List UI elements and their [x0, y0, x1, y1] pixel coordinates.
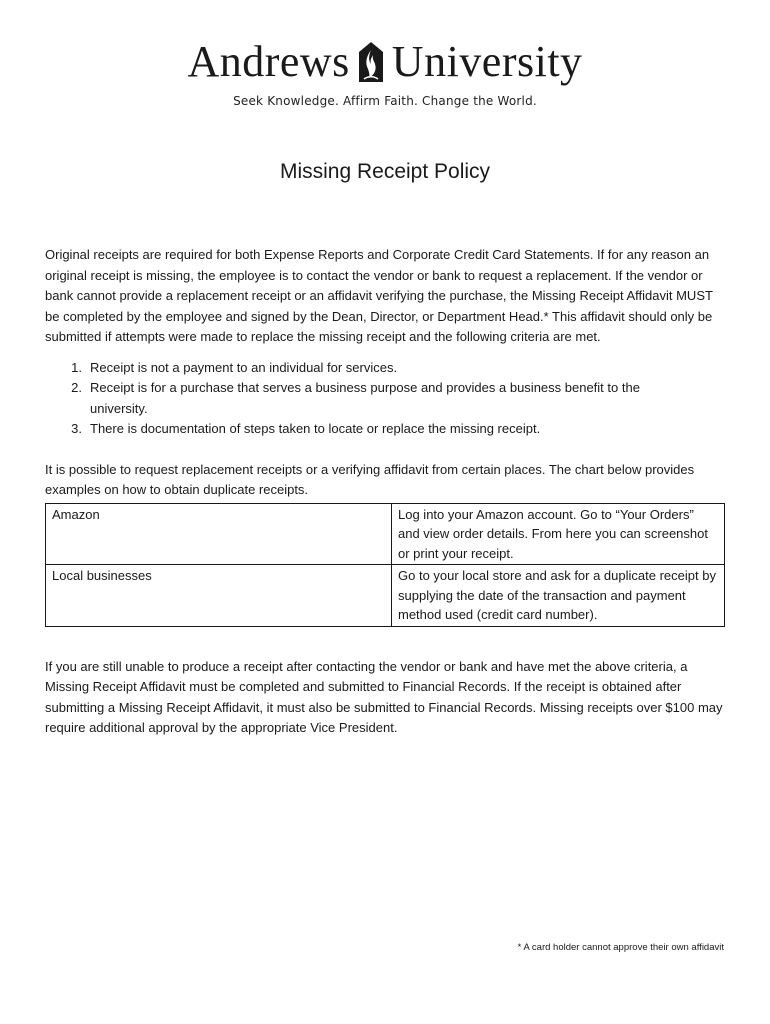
- closing-paragraph: If you are still unable to produce a receipt after contacting the vendor or bank and have met the above criteria, a Missing Receipt Affidavit must be completed and submitted to Financial Records. If the receipt is obtained after submitting a Missing Receipt Affidavit, it must also be submitted to Financial Records. Missing receipts over $100 may require additional approval by the appropriate Vice President.: [45, 658, 723, 735]
- list-item-number: 2.: [71, 380, 82, 395]
- tagline: Seek Knowledge. Affirm Faith. Change the World.: [233, 94, 537, 108]
- footnote: * A card holder cannot approve their own affidavit: [517, 942, 724, 953]
- list-item-number: 1.: [71, 359, 82, 375]
- table-cell-instructions: Log into your Amazon account. Go to “Your Orders” and view order details. From here you can screenshot or print your receipt.: [392, 503, 725, 565]
- policy-body: [45, 245, 725, 739]
- duplicate-receipt-table: [45, 503, 725, 627]
- chart-intro-paragraph: It is possible to request replacement receipts or a verifying affidavit from certain places. The chart below provides examples on how to obtain duplicate receipts.: [45, 461, 695, 497]
- list-item: [45, 419, 725, 440]
- list-item: [45, 378, 725, 419]
- criteria-list: [45, 358, 725, 440]
- table-cell-source: Amazon: [46, 503, 392, 565]
- logo-word-right: University: [391, 37, 583, 86]
- flame-emblem-icon: [356, 41, 386, 83]
- list-item: [45, 358, 725, 379]
- list-item-text: Receipt is not a payment to an individual for services.: [90, 359, 398, 375]
- table-cell-source: Local businesses: [46, 565, 392, 627]
- page-title: Missing Receipt Policy: [279, 160, 491, 183]
- logo-word-left: Andrews: [187, 37, 350, 86]
- intro-paragraph: Original receipts are required for both Expense Reports and Corporate Credit Card Statements. If for any reason an original receipt is missing, the employee is to contact the vendor or bank to request a replacement. If the vendor or bank cannot provide a replacement receipt or an affidavit verifying the purchase, the Missing Receipt Affidavit MUST be completed by the employee and signed by the Dean, Director, or Department Head.* This affidavit should only be submitted if attempts were made to replace the missing receipt and the following criteria are met.: [45, 247, 713, 344]
- university-logo: [0, 37, 770, 108]
- logo-wordmark: [187, 37, 583, 86]
- table-cell-instructions: Go to your local store and ask for a duplicate receipt by supplying the date of the transaction and payment method used (credit card number).: [392, 565, 725, 627]
- list-item-text: Receipt is for a purchase that serves a business purpose and provides a business benefit to the university.: [90, 380, 640, 416]
- list-item-number: 3.: [71, 421, 82, 436]
- table-row: [46, 503, 725, 565]
- table-row: [46, 565, 725, 627]
- list-item-text: There is documentation of steps taken to locate or replace the missing receipt.: [90, 421, 541, 436]
